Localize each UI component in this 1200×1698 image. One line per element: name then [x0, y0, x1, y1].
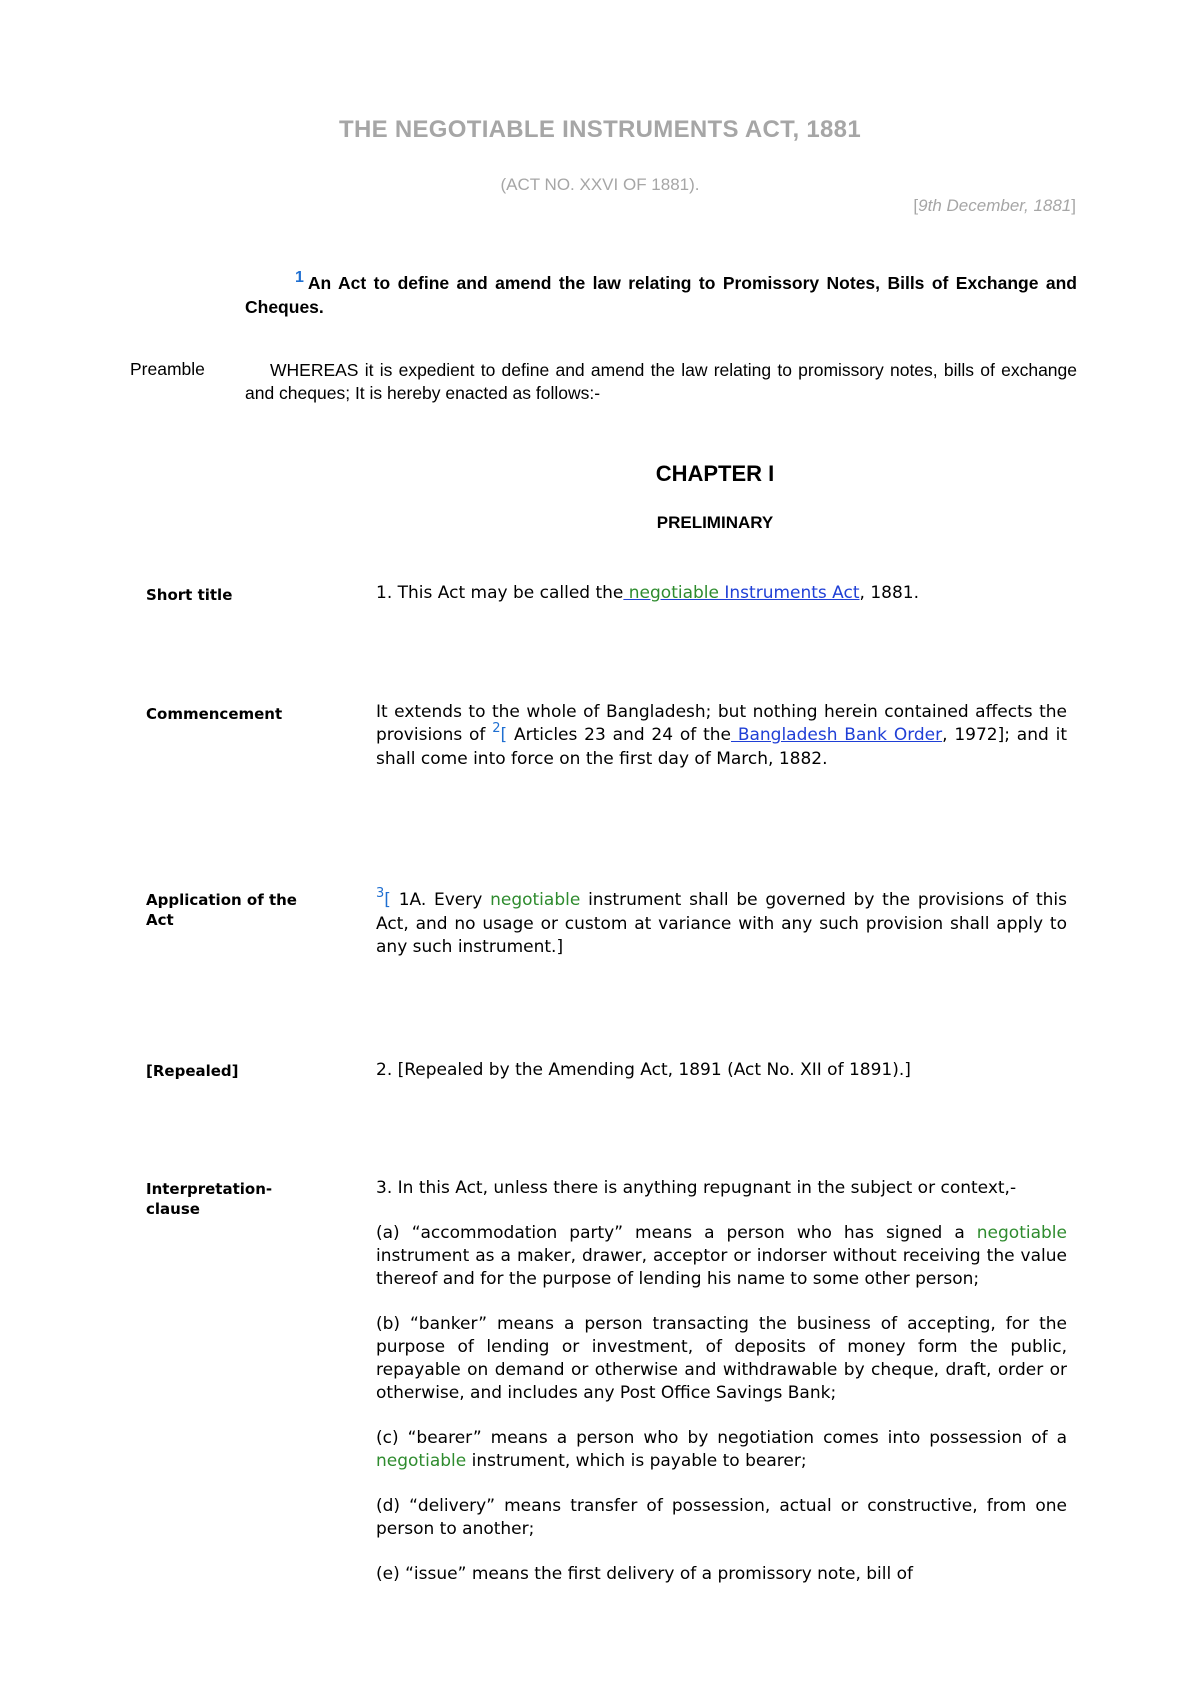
chapter-heading-text: CHAPTER I: [655, 461, 775, 486]
negotiable-term: negotiable: [376, 1451, 467, 1471]
long-title-text: An Act to define and amend the law relating to Promissory Notes, Bills of Exchange and Cheques.: [245, 273, 1077, 317]
section-text: , 1881.: [859, 583, 920, 603]
negotiable-term: negotiable: [490, 890, 581, 910]
amendment-bracket: [: [500, 725, 508, 745]
definition-b: (b) “banker” means a person transacting the business of accepting, for the purpose of lending or investment, of deposits of money form the public, repayable on demand or otherwise and withdrawable by cheque, draft, order or otherwise, and includes any Post Office Savings Bank;: [376, 1314, 1067, 1403]
definition-text: instrument as a maker, drawer, acceptor or indorser without receiving the value thereof and for the purpose of lending his name to some other person;: [376, 1246, 1067, 1289]
preamble-label: Preamble: [130, 359, 205, 379]
side-note-commencement: Commencement: [146, 705, 283, 723]
preamble-text: WHEREAS it is expedient to define and amend the law relating to promissory notes, bills of exchange and cheques; It is hereby enacted as follows:-: [245, 360, 1077, 403]
definition-e: (e) “issue” means the first delivery of a promissory note, bill of: [376, 1564, 914, 1584]
section-text: It extends to the whole of Bangladesh; but nothing herein contained affects the provisions of: [376, 702, 1067, 745]
definition-d: (d) “delivery” means transfer of possession, actual or constructive, from one person to another;: [376, 1496, 1067, 1539]
section-interpretation: [376, 1177, 1067, 1586]
footnote-marker[interactable]: 1: [295, 269, 304, 286]
side-note-short-title: Short title: [146, 586, 233, 604]
bangladesh-bank-order-link[interactable]: Bangladesh Bank Order: [731, 725, 943, 745]
section-text: 1A. Every: [390, 890, 491, 910]
section-commencement: [376, 701, 1067, 771]
amendment-bracket: [: [384, 890, 391, 910]
side-note-repealed: [Repealed]: [146, 1062, 239, 1080]
section-short-title: [376, 582, 1067, 605]
definition-c: [376, 1427, 1067, 1473]
section-application: [376, 886, 1067, 959]
definition-a: [376, 1222, 1067, 1291]
act-date: [9th December, 1881]: [913, 196, 1076, 215]
act-date-text: 9th December, 1881: [918, 196, 1072, 215]
definition-text: instrument, which is payable to bearer;: [466, 1451, 807, 1471]
section-text: 1. This Act may be called the: [376, 583, 624, 603]
section-text: instrument shall be governed by the provisions of this Act, and no usage or custom at variance with any such provision shall apply to any such instrument.]: [376, 890, 1067, 957]
instruments-act-link[interactable]: Instruments Act: [718, 583, 860, 603]
act-number: (ACT NO. XXVI OF 1881).: [500, 175, 700, 194]
long-title: [245, 269, 1077, 319]
negotiable-term: negotiable: [976, 1223, 1067, 1243]
chapter-subheading: PRELIMINARY: [656, 513, 774, 532]
definition-text: (c) “bearer” means a person who by negotiation comes into possession of a: [376, 1428, 1067, 1448]
definition-text: (a) “accommodation party” means a person who has signed a: [376, 1223, 977, 1243]
section-repealed: 2. [Repealed by the Amending Act, 1891 (Act No. XII of 1891).]: [376, 1060, 911, 1080]
side-note-interpretation: Interpretation-clause: [146, 1180, 273, 1218]
side-note-application: Application of the Act: [146, 891, 297, 929]
act-title: THE NEGOTIABLE INSTRUMENTS ACT, 1881: [339, 116, 861, 143]
section-text: , 1972]; and it shall come into force on the first day of March, 1882.: [376, 725, 1067, 769]
footnote-marker[interactable]: 3: [376, 886, 385, 901]
section-text: Articles 23 and 24 of the: [507, 725, 731, 745]
chapter-heading: [0, 461, 1200, 487]
interpretation-intro: 3. In this Act, unless there is anything repugnant in the subject or context,-: [376, 1178, 1017, 1198]
negotiable-link[interactable]: negotiable: [623, 583, 719, 603]
footnote-marker[interactable]: 2: [492, 721, 501, 736]
